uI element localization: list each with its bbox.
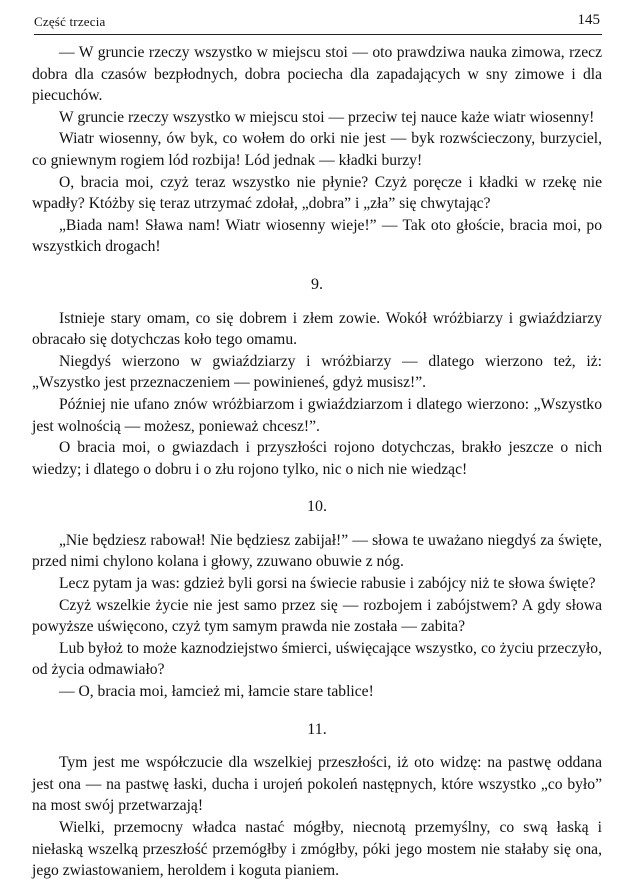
- paragraph: Wielki, przemocny władca nastać mógłby, niecnotą przemyślny, co swą łaską i niełaską wszelką przeszłość przemógłby i zmógłby, póki jego mostem nie stałaby się ona, jego zwiastowaniem, heroldem i koguta pianiem.: [32, 819, 602, 880]
- paragraph: — O, bracia moi, łamcież mi, łamcie stare tablice!: [59, 683, 374, 701]
- paragraph: O bracia moi, o gwiazdach i przyszłości rojono dotychczas, brakło jeszcze o nich wiedzy; i dlatego o dobru i o złu rojono tylko, nic o nich nie wiedząc!: [32, 439, 602, 478]
- section-number: 10.: [307, 498, 327, 516]
- page-header: [34, 14, 602, 35]
- paragraph: — W gruncie rzeczy wszystko w miejscu stoi — oto prawdziwa nauka zimowa, rzecz dobra dla czasów bezpłodnych, dobra pociecha dla zapadających w sny zimowe i dla piecuchów.: [32, 44, 602, 105]
- paragraph: Istnieje stary omam, co się dobrem i złem zowie. Wokół wróżbiarzy i gwiaździarzy obracało się dotychczas koło tego omamu.: [32, 309, 602, 349]
- paragraph: Czyż wszelkie życie nie jest samo przez się — rozbojem i zabójstwem? A gdy słowa powyższe uświęcono, czyż tym samym prawda nie została — zabita?: [32, 596, 602, 636]
- paragraph: Później nie ufano znów wróżbiarzom i gwiaździarzom i dlatego wierzono: „Wszystko jest wolnością — możesz, ponieważ chcesz!”.: [32, 395, 602, 435]
- paragraph: Lecz pytam ja was: gdzież byli gorsi na świecie rabusie i zabójcy niż te słowa święte?: [59, 575, 596, 593]
- paragraph: O, bracia moi, czyż teraz wszystko nie płynie? Czyż poręcze i kładki w rzekę nie wpadły? Któżby się teraz utrzymać zdołał, „dobra” i „zła” się chwytając?: [32, 173, 602, 213]
- section-number: 11.: [307, 720, 327, 738]
- paragraph: Wiatr wiosenny, ów byk, co wołem do orki nie jest — byk rozwścieczony, burzyciel, co gniewnym rogiem lód rozbija! Lód jednak — kładki burzy!: [32, 130, 602, 169]
- section-number: 9.: [311, 275, 323, 293]
- paragraph: „Biada nam! Sława nam! Wiatr wiosenny wieje!” — Tak oto głoście, bracia moi, po wszystkich drogach!: [32, 216, 602, 256]
- paragraph: W gruncie rzeczy wszystko w miejscu stoi — przeciw tej nauce każe wiatr wiosenny!: [59, 108, 595, 126]
- page-body: [32, 42, 602, 882]
- paragraph: Lub byłoż to może kaznodziejstwo śmierci, uświęcające wszystko, co życiu przeczyło, od życia odmawiało?: [32, 639, 602, 679]
- page-number: 145: [577, 12, 600, 28]
- paragraph: Tym jest me współczucie dla wszelkiej przeszłości, iż oto widzę: na pastwę oddana jest ona — na pastwę łaski, ducha i urojeń pokoleń następnych, które wszystko „co było” na most swój przetwarzają!: [32, 754, 602, 815]
- running-head: Część trzecia: [34, 14, 106, 29]
- paragraph: Niegdyś wierzono w gwiaździarzy i wróżbiarzy — dlatego wierzono też, iż: „Wszystko jest przeznaczeniem — powinieneś, gdyż musisz!”.: [32, 352, 602, 392]
- paragraph: „Nie będziesz rabował! Nie będziesz zabijał!” — słowa te uważano niegdyś za święte, przed nimi chylono kolana i głowy, zzuwano obuwie z nóg.: [32, 531, 602, 571]
